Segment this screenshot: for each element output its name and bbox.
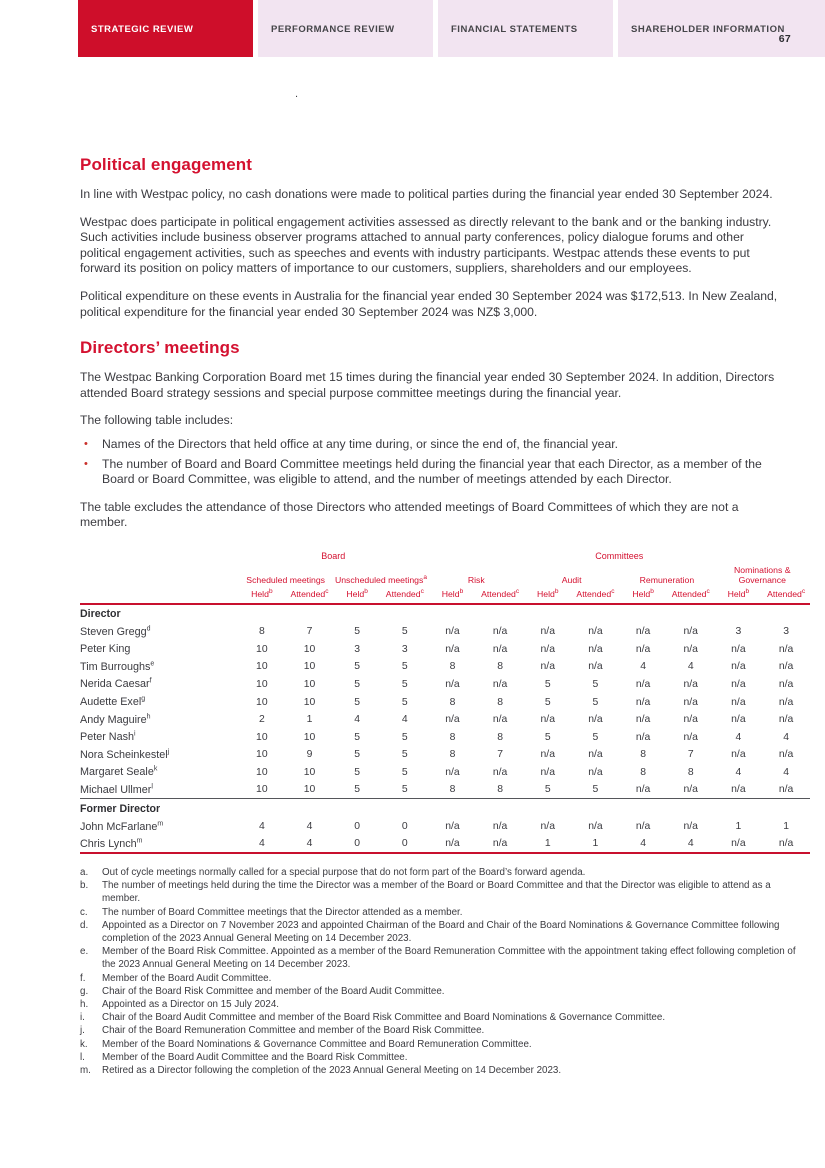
director-section-label-row: Director bbox=[80, 607, 121, 620]
top-nav-bar bbox=[0, 0, 825, 57]
meetings-value: n/a bbox=[683, 626, 698, 638]
meetings-value: 10 bbox=[303, 643, 316, 655]
meetings-value: 8 bbox=[449, 749, 456, 761]
table-row bbox=[80, 728, 810, 746]
directors-section bbox=[80, 604, 810, 799]
meetings-value: 9 bbox=[306, 749, 313, 761]
director-footnote-ref: f bbox=[149, 677, 152, 685]
footnote-item bbox=[80, 1051, 810, 1064]
meetings-value: 8 bbox=[687, 766, 694, 778]
meetings-value: 4 bbox=[258, 821, 265, 833]
footnote-key: c. bbox=[80, 906, 88, 918]
meetings-value: n/a bbox=[635, 678, 651, 690]
meetings-value: n/a bbox=[778, 696, 794, 708]
stray-period-mark: . bbox=[295, 88, 299, 100]
footnote-key: k. bbox=[80, 1038, 88, 1050]
meetings-value: 5 bbox=[592, 731, 599, 743]
meetings-value: n/a bbox=[445, 714, 460, 726]
director-name: Nerida Caesar bbox=[80, 678, 150, 691]
table-exclusion-note: The table excludes the attendance of those Directors who attended meetings of Board Committees of which they are not a member. bbox=[80, 499, 739, 530]
tab-shareholder-information-label: SHAREHOLDER INFORMATION bbox=[631, 24, 785, 35]
footnote-item bbox=[80, 906, 810, 919]
meetings-value: n/a bbox=[492, 678, 508, 690]
footnote-item bbox=[80, 1038, 810, 1051]
director-name: Michael Ullmer bbox=[80, 783, 152, 796]
meetings-value: 1 bbox=[544, 838, 551, 850]
footnote-item bbox=[80, 972, 810, 985]
meetings-value: 5 bbox=[354, 626, 361, 638]
meetings-value: n/a bbox=[731, 838, 746, 850]
table-includes-list bbox=[80, 437, 810, 488]
list-item bbox=[80, 457, 780, 488]
footnote-key: e. bbox=[80, 946, 89, 958]
meetings-value: 4 bbox=[783, 766, 789, 778]
meetings-value: n/a bbox=[778, 678, 794, 690]
subcol-attended: Attended$^c$ bbox=[481, 588, 520, 599]
meetings-value: 1 bbox=[592, 838, 599, 850]
meetings-value: n/a bbox=[683, 643, 698, 655]
director-name: Chris Lynch bbox=[80, 837, 137, 850]
meetings-value: 8 bbox=[449, 661, 456, 673]
footnote-text: Appointed as a Director on 7 November 2023 and appointed Chairman of the Board and Chair of the Board Nominations & Governance Committee following completion of the 2023 Annual General Meeting on 14 December 2023. bbox=[102, 919, 780, 945]
meetings-value: n/a bbox=[445, 766, 460, 778]
meetings-value: n/a bbox=[588, 749, 603, 761]
subcol-attended: Attended$^c$ bbox=[767, 588, 806, 599]
table-row bbox=[80, 711, 810, 729]
meetings-value: n/a bbox=[635, 821, 651, 833]
meetings-value: 5 bbox=[544, 678, 551, 690]
meetings-value: n/a bbox=[731, 678, 746, 690]
meetings-value: n/a bbox=[588, 626, 603, 638]
meetings-value: n/a bbox=[778, 643, 794, 655]
meetings-value: 3 bbox=[735, 626, 742, 638]
footnote-key: f. bbox=[80, 972, 86, 984]
bullet-text: The number of Board and Board Committee meetings held during the financial year that each Director, as a member of the Board or Board Committee, was eligible to attend, and the number of meetings attended by each Director. bbox=[102, 456, 762, 487]
meetings-value: 1 bbox=[783, 821, 789, 833]
meetings-value: n/a bbox=[540, 766, 555, 778]
meetings-value: 10 bbox=[303, 696, 316, 708]
meetings-value: 4 bbox=[401, 714, 408, 726]
director-footnote-ref: l bbox=[151, 783, 153, 791]
political-engagement-heading: Political engagement bbox=[80, 155, 253, 174]
meetings-value: 5 bbox=[401, 661, 408, 673]
footnote-item bbox=[80, 879, 810, 905]
footnote-item bbox=[80, 945, 810, 971]
meetings-value: 4 bbox=[258, 838, 265, 850]
director-name: Margaret Seale bbox=[80, 766, 154, 779]
director-footnote-ref: d bbox=[146, 625, 151, 633]
footnote-text: Chair of the Board Audit Committee and member of the Board Risk Committee and Board Nominations & Governance Committee. bbox=[102, 1012, 666, 1024]
meetings-value: n/a bbox=[731, 643, 746, 655]
tab-shareholder-information[interactable] bbox=[618, 0, 825, 57]
meetings-value: 4 bbox=[354, 714, 361, 726]
meetings-value: 3 bbox=[401, 643, 408, 655]
table-row bbox=[80, 746, 810, 764]
subcol-held: Held$^b$ bbox=[251, 588, 273, 599]
director-footnote-ref: j bbox=[167, 748, 170, 756]
meetings-value: n/a bbox=[683, 821, 698, 833]
footnote-key: a. bbox=[80, 867, 89, 879]
column-group-committees: Committees bbox=[595, 550, 644, 561]
list-item bbox=[80, 437, 780, 453]
meetings-value: 10 bbox=[256, 678, 268, 690]
meetings-value: 4 bbox=[687, 661, 694, 673]
meetings-value: 3 bbox=[783, 626, 789, 638]
meetings-value: 5 bbox=[401, 626, 408, 638]
meetings-value: n/a bbox=[445, 643, 460, 655]
meetings-value: 8 bbox=[449, 731, 456, 743]
footnote-text: Chair of the Board Risk Committee and member of the Board Audit Committee. bbox=[102, 985, 445, 997]
footnote-item bbox=[80, 1011, 810, 1024]
meetings-value: n/a bbox=[778, 784, 794, 796]
footnote-text: Chair of the Board Remuneration Committee and member of the Board Risk Committee. bbox=[102, 1025, 485, 1037]
director-name: Nora Scheinkestel bbox=[80, 748, 168, 761]
footnote-text: Member of the Board Audit Committee and the Board Risk Committee. bbox=[102, 1051, 408, 1063]
footnote-text: Member of the Board Nominations & Governance Committee and Board Remuneration Committee. bbox=[102, 1038, 532, 1050]
director-name: Steven Gregg bbox=[80, 625, 147, 638]
footnote-text: Retired as a Director following the completion of the 2023 Annual General Meeting on 14 December 2023. bbox=[102, 1065, 562, 1077]
table-row bbox=[80, 676, 810, 694]
meetings-value: n/a bbox=[445, 678, 460, 690]
director-footnote-ref: k bbox=[153, 765, 158, 773]
footnote-item bbox=[80, 1024, 810, 1037]
former-directors-section bbox=[80, 799, 810, 853]
meetings-value: 10 bbox=[256, 766, 268, 778]
director-footnote-ref: e bbox=[150, 660, 155, 668]
meetings-value: 5 bbox=[401, 731, 408, 743]
meetings-value: n/a bbox=[492, 626, 508, 638]
column-risk: Risk bbox=[467, 574, 485, 585]
meetings-value: 10 bbox=[303, 766, 316, 778]
meetings-value: 5 bbox=[354, 766, 361, 778]
meetings-value: n/a bbox=[683, 678, 698, 690]
footnote-text: Out of cycle meetings normally called for a special purpose that do not form part of the Board’s forward agenda. bbox=[102, 867, 586, 879]
footnote-list bbox=[80, 866, 810, 1077]
meetings-value: 5 bbox=[401, 749, 408, 761]
meetings-value: 7 bbox=[497, 749, 503, 761]
meetings-value: 5 bbox=[354, 661, 361, 673]
meetings-value: n/a bbox=[635, 643, 651, 655]
page-content bbox=[0, 155, 825, 854]
meetings-value: 0 bbox=[401, 821, 408, 833]
meetings-value: 10 bbox=[303, 678, 316, 690]
subcol-held: Held$^b$ bbox=[346, 588, 368, 599]
director-footnote-ref: m bbox=[136, 837, 143, 845]
table-row bbox=[80, 623, 810, 641]
meetings-value: 4 bbox=[735, 766, 742, 778]
footnote-text: Appointed as a Director on 15 July 2024. bbox=[102, 999, 279, 1011]
table-row bbox=[80, 781, 810, 799]
subcol-attended: Attended$^c$ bbox=[671, 588, 710, 599]
meetings-value: n/a bbox=[731, 784, 746, 796]
column-scheduled-meetings: Scheduled meetings bbox=[246, 574, 326, 585]
meetings-value: 10 bbox=[256, 661, 268, 673]
meetings-value: n/a bbox=[635, 784, 651, 796]
table-row bbox=[80, 764, 810, 782]
meetings-value: n/a bbox=[683, 731, 698, 743]
directors-meetings-table bbox=[80, 551, 810, 854]
meetings-value: n/a bbox=[492, 821, 508, 833]
meetings-value: n/a bbox=[445, 821, 460, 833]
meetings-value: 4 bbox=[783, 731, 789, 743]
meetings-value: 5 bbox=[544, 784, 551, 796]
page-number: 67 bbox=[778, 33, 791, 46]
meetings-value: n/a bbox=[778, 838, 794, 850]
meetings-value: n/a bbox=[731, 749, 746, 761]
meetings-value: 4 bbox=[306, 821, 313, 833]
meetings-value: n/a bbox=[540, 821, 555, 833]
meetings-value: 10 bbox=[303, 661, 316, 673]
meetings-value: n/a bbox=[445, 626, 460, 638]
meetings-value: 10 bbox=[256, 731, 268, 743]
tab-performance-review[interactable]: PERFORMANCE REVIEW bbox=[258, 0, 433, 57]
meetings-value: n/a bbox=[635, 696, 651, 708]
tab-strategic-review[interactable]: STRATEGIC REVIEW bbox=[78, 0, 253, 57]
bullet-text: Names of the Directors that held office at any time during, or since the end of, the financial year. bbox=[102, 436, 618, 451]
meetings-value: 8 bbox=[497, 731, 503, 743]
meetings-value: 8 bbox=[497, 784, 503, 796]
meetings-value: n/a bbox=[492, 714, 508, 726]
meetings-value: n/a bbox=[540, 749, 555, 761]
meetings-value: n/a bbox=[492, 766, 508, 778]
bullet-dot-icon: • bbox=[84, 437, 88, 450]
meetings-value: 5 bbox=[354, 678, 361, 690]
political-paragraph-3: Political expenditure on these events in Australia for the financial year ended 30 September 2024 was $172,513. In New Zealand, political expenditure for the financial year ended 30 September 2024 was NZ$ 3,000. bbox=[80, 288, 778, 319]
meetings-value: 1 bbox=[735, 821, 742, 833]
column-unscheduled-meetings: Unscheduled meetings$^a$ bbox=[334, 574, 427, 585]
meetings-value: 4 bbox=[687, 838, 694, 850]
subcol-held: Held$^b$ bbox=[727, 588, 750, 599]
director-footnote-ref: i bbox=[134, 730, 136, 738]
director-name: John McFarlane bbox=[80, 820, 158, 833]
director-footnote-ref: g bbox=[141, 695, 146, 703]
meetings-value: 0 bbox=[354, 838, 361, 850]
footnote-key: m. bbox=[80, 1065, 91, 1077]
former-director-section-label-row: Former Director bbox=[80, 802, 161, 815]
meetings-value: 0 bbox=[401, 838, 408, 850]
meetings-value: 8 bbox=[497, 696, 503, 708]
table-row bbox=[80, 658, 810, 676]
meetings-value: n/a bbox=[588, 661, 603, 673]
meetings-value: 10 bbox=[256, 643, 268, 655]
footnote-key: b. bbox=[80, 880, 89, 892]
director-name: Tim Burroughs bbox=[80, 660, 151, 673]
political-paragraph-2: Westpac does participate in political engagement activities assessed as directly relevant to the bank and or the banking industry. Such activities include business observer programs attached to annual party conferences, policy dialogue forums and other political engagement activities, such as speeches and events with industry participants. Westpac attends these events to put forward its position on policy matters of importance to our customers, suppliers, shareholders and our employees. bbox=[80, 214, 772, 276]
meetings-value: n/a bbox=[778, 749, 794, 761]
column-group-board: Board bbox=[321, 550, 346, 561]
meetings-value: 10 bbox=[256, 784, 268, 796]
meetings-value: 8 bbox=[640, 749, 646, 761]
column-nominations-governance: Nominations & Governance bbox=[734, 564, 791, 585]
footnote-item bbox=[80, 866, 810, 879]
meetings-value: 8 bbox=[449, 696, 456, 708]
meetings-value: 0 bbox=[354, 821, 361, 833]
meetings-value: n/a bbox=[492, 643, 508, 655]
footnote-key: l. bbox=[80, 1051, 85, 1063]
meetings-value: 2 bbox=[258, 714, 265, 726]
meetings-value: 5 bbox=[354, 731, 361, 743]
meetings-value: n/a bbox=[445, 838, 460, 850]
meetings-value: 8 bbox=[497, 661, 503, 673]
meetings-value: 4 bbox=[735, 731, 742, 743]
meetings-value: 5 bbox=[401, 696, 408, 708]
bullet-dot-icon: • bbox=[84, 457, 88, 470]
subcol-attended: Attended$^c$ bbox=[290, 588, 329, 599]
footnote-text: Member of the Board Risk Committee. Appointed as a member of the Board Remuneration Committee with the appointment taking effect following completion of the 2023 Annual General Meeting on 14 December 2023. bbox=[102, 946, 796, 971]
directors-intro-paragraph: The Westpac Banking Corporation Board met 15 times during the financial year ended 30 September 2024. In addition, Directors attended Board strategy sessions and special purpose committee meetings during the financial year. bbox=[80, 370, 775, 400]
footnote-key: j. bbox=[80, 1025, 85, 1037]
meetings-value: 5 bbox=[592, 696, 599, 708]
meetings-value: n/a bbox=[540, 643, 555, 655]
meetings-value: n/a bbox=[588, 714, 603, 726]
table-header bbox=[80, 551, 810, 604]
footnote-text: The number of meetings held during the time the Director was a member of the Board or Board Committee and that the Director was eligible to attend as a member. bbox=[102, 880, 771, 905]
footnote-item bbox=[80, 985, 810, 998]
meetings-value: n/a bbox=[540, 626, 555, 638]
meetings-value: 5 bbox=[401, 766, 408, 778]
meetings-value: 5 bbox=[354, 696, 361, 708]
meetings-value: n/a bbox=[778, 661, 794, 673]
director-name: Audette Exel bbox=[80, 696, 142, 709]
meetings-value: 5 bbox=[592, 678, 599, 690]
meetings-value: n/a bbox=[635, 714, 651, 726]
footnote-item bbox=[80, 1064, 810, 1077]
meetings-value: 10 bbox=[303, 784, 316, 796]
meetings-value: 5 bbox=[544, 696, 551, 708]
footnote-key: d. bbox=[80, 919, 89, 931]
meetings-value: n/a bbox=[731, 714, 746, 726]
table-includes-lead: The following table includes: bbox=[80, 413, 234, 428]
meetings-value: n/a bbox=[540, 661, 555, 673]
table-row bbox=[80, 835, 810, 853]
footnote-text: The number of Board Committee meetings that the Director attended as a member. bbox=[102, 906, 463, 918]
meetings-value: n/a bbox=[588, 643, 603, 655]
meetings-value: 4 bbox=[640, 661, 646, 673]
footnote-key: h. bbox=[80, 999, 89, 1011]
director-name: Peter King bbox=[80, 643, 131, 656]
political-paragraph-1: In line with Westpac policy, no cash donations were made to political parties during the financial year ended 30 September 2024. bbox=[80, 187, 773, 201]
meetings-value: 8 bbox=[640, 766, 646, 778]
director-name: Peter Nash bbox=[80, 731, 135, 744]
meetings-value: 3 bbox=[354, 643, 361, 655]
director-footnote-ref: h bbox=[146, 713, 151, 721]
meetings-value: 8 bbox=[258, 626, 265, 638]
subcol-attended: Attended$^c$ bbox=[576, 588, 615, 599]
subcol-held: Held$^b$ bbox=[537, 588, 559, 599]
meetings-value: 5 bbox=[401, 678, 408, 690]
director-footnote-ref: m bbox=[157, 820, 164, 828]
meetings-value: 8 bbox=[449, 784, 456, 796]
meetings-value: n/a bbox=[492, 838, 508, 850]
meetings-value: 10 bbox=[256, 749, 268, 761]
table-row bbox=[80, 818, 810, 836]
meetings-value: 4 bbox=[306, 838, 313, 850]
meetings-value: n/a bbox=[778, 714, 794, 726]
meetings-value: 10 bbox=[303, 731, 316, 743]
director-name: Andy Maguire bbox=[80, 713, 147, 726]
meetings-value: 7 bbox=[306, 626, 313, 638]
meetings-value: n/a bbox=[683, 696, 698, 708]
meetings-value: 4 bbox=[640, 838, 646, 850]
meetings-value: n/a bbox=[635, 626, 651, 638]
column-remuneration: Remuneration bbox=[639, 574, 695, 585]
column-audit: Audit bbox=[561, 574, 582, 585]
tab-financial-statements[interactable]: FINANCIAL STATEMENTS bbox=[438, 0, 613, 57]
footnote-item bbox=[80, 998, 810, 1011]
meetings-value: n/a bbox=[635, 731, 651, 743]
meetings-value: n/a bbox=[731, 661, 746, 673]
meetings-value: 7 bbox=[687, 749, 694, 761]
meetings-value: 5 bbox=[354, 784, 361, 796]
footnote-item bbox=[80, 919, 810, 945]
meetings-value: 1 bbox=[306, 714, 313, 726]
footnote-text: Member of the Board Audit Committee. bbox=[102, 972, 272, 984]
subcol-held: Held$^b$ bbox=[632, 588, 654, 599]
subcol-attended: Attended$^c$ bbox=[385, 588, 424, 599]
meetings-value: n/a bbox=[683, 714, 698, 726]
meetings-value: n/a bbox=[731, 696, 746, 708]
meetings-value: n/a bbox=[540, 714, 555, 726]
footnote-key: i. bbox=[80, 1012, 85, 1024]
meetings-value: 5 bbox=[354, 749, 361, 761]
meetings-value: 5 bbox=[544, 731, 551, 743]
subcol-held: Held$^b$ bbox=[441, 588, 464, 599]
meetings-value: n/a bbox=[683, 784, 698, 796]
meetings-value: 10 bbox=[256, 696, 268, 708]
table-row bbox=[80, 693, 810, 711]
directors-meetings-heading: Directors’ meetings bbox=[80, 338, 240, 358]
meetings-value: n/a bbox=[588, 821, 603, 833]
meetings-value: 5 bbox=[401, 784, 408, 796]
meetings-value: 5 bbox=[592, 784, 599, 796]
meetings-value: n/a bbox=[588, 766, 603, 778]
footnote-key: g. bbox=[80, 985, 89, 997]
table-row bbox=[80, 641, 810, 659]
